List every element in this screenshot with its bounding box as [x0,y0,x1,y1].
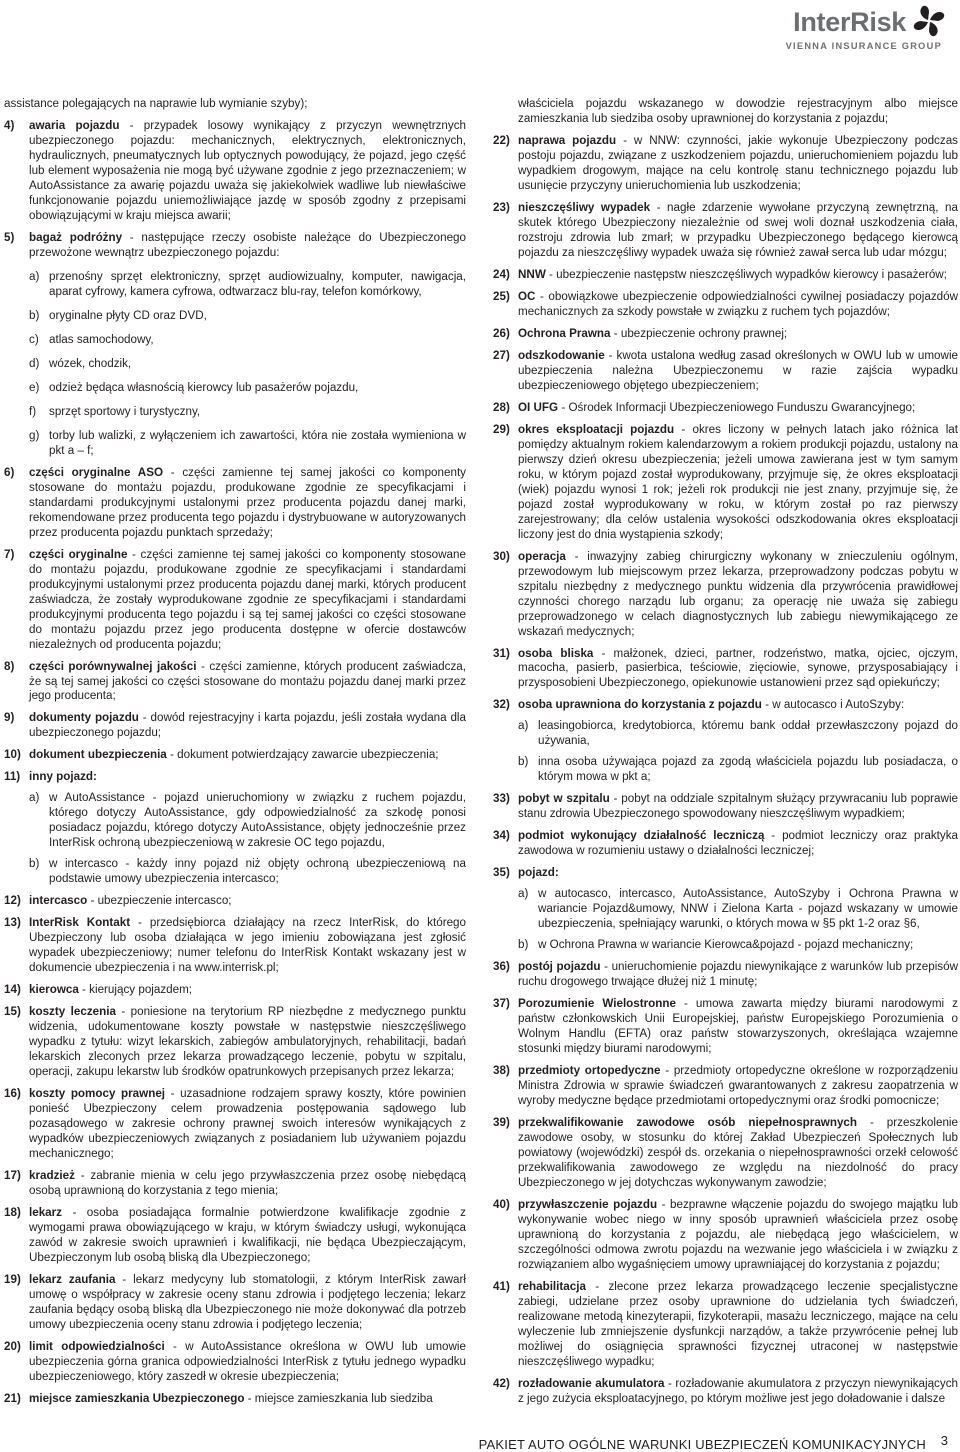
sub-item-text: inna osoba używająca pojazd za zgodą właściciela pojazdu lub posiadacza, o którym mowa w pkt a; [538,755,958,784]
definition-text: - ubezpieczenie intercasco; [87,894,232,908]
definition-term: kierowca [29,983,79,997]
definition-number: 42) [493,1376,510,1390]
definition-text: - rozładowanie akumulatora z przyczyn niewynikających z jego zużycia eksploatacyjnego, po którym możliwe jest jego doładowanie i dalsze [518,1376,958,1405]
sub-item-text: atlas samochodowy, [49,332,154,346]
sub-item-text: w intercasco - każdy inny pojazd niż objęty ochroną ubezpieczeniową na podstawie umowy ubezpieczenia intercasco; [49,857,466,886]
definition-text: - Ośrodek Informacji Ubezpieczeniowego Funduszu Gwarancyjnego; [558,400,916,414]
left-continuation: assistance polegających na naprawie lub wymianie szyby); [4,97,308,110]
definition-item [4,711,466,741]
definition-text: - dokument potwierdzający zawarcie ubezpieczenia; [166,748,439,762]
sub-item [29,309,466,324]
definition-term: naprawa pojazdu [518,133,617,147]
definition-number: 34) [493,829,510,843]
definition-term: koszty leczenia [29,1005,116,1019]
definition-text: - lekarz medycyny lub stomatologii, z którym InterRisk zawarł umowę o współpracy w zakresie oceny stanu zdrowia i podjętego leczenia; lekarz zaufania będący osobą bliską dla Ubezpieczonego nie może dokonywać dla potrzeb umowy ubezpieczenia oceny stanu zdrowia i podjętego leczenia; [29,1272,466,1331]
definition-text: - w NNW: czynności, jakie wykonuje Ubezpieczony podczas postoju pojazdu, związane z uszkodzeniem pojazdu, unieruchomieniem pojazdu lub wypadkiem drogowym, mające na celu kontrolę stanu technicznego pojazdu lub usunięcie przyczyny unieruchomienia lub uszkodzenia; [518,133,958,192]
sub-item [29,405,466,420]
definition-term: koszty pomocy prawnej [29,1087,166,1101]
definition-term: przekwalifikowanie zawodowe osób niepełnosprawnych [518,1116,858,1130]
definition-number: 12) [4,894,21,908]
sub-item-text: wózek, chodzik, [49,356,132,370]
definition-term: lekarz zaufania [29,1272,116,1286]
definition-number: 38) [493,1064,510,1078]
sub-item-text: torby lub walizki, z wyłączeniem ich zawartości, która nie została wymieniona w pkt a – f; [49,428,466,457]
definition-number: 40) [493,1198,510,1212]
right-column [493,97,958,1414]
brand-group: VIENNA INSURANCE GROUP [785,41,942,51]
definition-number: 15) [4,1005,21,1019]
sub-item-text: odzież będąca własnością kierowcy lub pasażerów pojazdu, [49,380,359,394]
definition-number: 16) [4,1087,21,1101]
definition-item [493,1064,958,1109]
sub-item-text: oryginalne płyty CD oraz DVD, [49,308,207,322]
sub-item [29,381,466,396]
sub-item [518,755,958,785]
definition-text: - zabranie mienia w celu jego przywłaszczenia przez osobę niebędącą osobą uprawnioną do korzystania z tego mienia; [29,1169,466,1198]
sub-item [518,887,958,932]
definition-term: okres eksploatacji pojazdu [518,422,675,436]
definition-item [4,748,466,763]
definition-number: 39) [493,1116,510,1130]
definition-text: - ubezpieczenie następstw nieszczęśliwych wypadków kierowcy i pasażerów; [545,267,947,281]
definition-number: 7) [4,547,15,561]
definition-term: kradzież [29,1169,75,1183]
definition-item [4,983,466,998]
definition-text: - w AutoAssistance określona w OWU lub umowie ubezpieczenia górna granica odpowiedzialności InterRisk z tytułu jednego wypadku ubezpieczeniowego, który zaszedł w okresie ubezpieczenia; [29,1339,466,1383]
definition-item [4,548,466,653]
definition-text: - inwazyjny zabieg chirurgiczny wykonany w znieczuleniu ogólnym, przewodowym lub miejscowym przez lekarza, przeprowadzony podczas pobytu w szpitalu niezbędny z medycznego punktu widzenia dla przywrócenia prawidłowej czynności chorego narządu lub organu; za operację nie uważa się zabiegu przeprowadzonego w celach diagnostycznych lub zabiegu niewymikającego ze wskazań medycznych; [518,549,958,638]
definition-item [4,231,466,459]
brand-name: InterRisk [793,7,906,37]
definition-item [4,1087,466,1162]
definition-term: przedmioty ortopedyczne [518,1064,661,1078]
definition-number: 23) [493,200,510,214]
definition-text: - miejsce zamieszkania lub siedziba [244,1391,433,1405]
definition-number: 13) [4,916,21,930]
definition-term: dokumenty pojazdu [29,711,139,725]
right-continuation: właściciela pojazdu wskazanego w dowodzie rejestracyjnym albo miejsce zamieszkania lub siedziba osoby uprawnionej do korzystania z pojazdu; [518,97,958,125]
definition-term: postój pojazdu [518,960,601,974]
sub-list [29,791,466,887]
sub-item-letter: b) [518,938,529,952]
definition-item [493,268,958,283]
definition-term: rehabilitacja [518,1279,586,1293]
definition-item [493,1377,958,1407]
definition-text: - przedsiębiorca działający na rzecz InterRisk, do którego Ubezpieczony lub osoba działająca w jego imieniu zobowiązana jest zgłosić wypadek ubezpieczeniowy; numer telefonu do InterRisk Kontakt wskazany jest w dokumencie ubezpieczenia i na www.interrisk.pl; [29,916,466,975]
definition-text: - części zamienne tej samej jakości co komponenty stosowane do montażu pojazdu, produkowane zgodnie ze specyfikacjami i standardami produkcyjnymi ustalonymi przez producenta pojazdu danej marki, rekomendowane przez producenta tego pojazdu i dystrybuowane w autoryzowanych przez producenta pojazdu punktach sprzedaży; [29,465,467,539]
definition-item [4,894,466,909]
definition-term: OI UFG [518,400,559,414]
definition-number: 9) [4,711,15,725]
definition-number: 32) [493,698,510,712]
sub-item-letter: b) [518,755,529,769]
footer-title: PAKIET AUTO OGÓLNE WARUNKI UBEZPIECZEŃ KOMUNIKACYJNYCH [478,1437,926,1452]
sub-item-letter: b) [29,857,40,871]
definition-item [493,647,958,692]
sub-item [29,429,466,459]
definition-number: 11) [4,770,21,784]
definition-term: podmiot wykonujący działalność leczniczą [518,829,765,843]
sub-item [29,270,466,300]
definition-text: - kierujący pojazdem; [78,983,193,997]
definition-item [4,916,466,976]
definition-item [493,201,958,261]
definition-term: NNW [518,267,546,281]
definition-term: dokument ubezpieczenia [29,748,167,762]
sub-item-letter: a) [518,719,529,733]
definition-number: 31) [493,646,510,660]
definition-term: OC [518,289,536,303]
definition-item [493,550,958,640]
definition-item [493,290,958,320]
definition-text: - umowa zawarta między biurami narodowymi z państw członkowskich Unii Europejskiej, państw Europejskiego Porozumienia o Wolnym Handlu (EFTA) oraz państw stowarzyszonych, określająca wzajemne stosunki między biurami narodowymi; [518,997,958,1056]
definition-item [4,119,466,224]
definition-item [493,1198,958,1273]
definition-text: - unieruchomienie pojazdu niewynikające z warunków lub przepisów ruchu drogowego trwające dłużej niż 1 minutę; [518,960,958,989]
sub-item [518,938,958,953]
definition-number: 19) [4,1272,21,1286]
sub-item-text: w Ochrona Prawna w wariancie Kierowca&pojazd - pojazd mechaniczny; [538,938,914,952]
page-number: 3 [940,1433,948,1448]
definition-item [493,401,958,416]
definition-text: - małżonek, dzieci, partner, rodzeństwo, matka, ojciec, ojczym, macocha, pasierb, pasierbica, teściowie, zięciowie, synowe, przysposabiający i przysposobieni Ubezpieczonego, opiekunowie ustanowieni przez sąd opiekuńczy; [518,646,959,690]
definition-term: części porównywalnej jakości [29,659,197,673]
definition-number: 8) [4,659,15,673]
sub-item-text: w AutoAssistance - pojazd unieruchomiony w związku z ruchem pojazdu, którego dotyczy AutoAssistance, gdy odpowiedzialność za szkodę ponosi posiadacz pojazdu, którego dotyczy AutoAssistance, objęty jednocześnie przez InterRisk ochroną ubezpieczeniową w zakresie OC tego pojazdu, [49,791,466,850]
sub-item-letter: f) [29,404,37,418]
definition-item [4,1206,466,1266]
definition-number: 22) [493,133,510,147]
definition-term: InterRisk Kontakt [29,916,131,930]
definition-term: lekarz [29,1206,63,1220]
definition-item [493,829,958,859]
definition-item [4,466,466,541]
definition-item [493,423,958,543]
leaf-clover-icon [912,4,946,38]
sub-item-letter: e) [29,380,40,394]
definition-item [4,1273,466,1333]
definition-text: - uzasadnione rodzajem sprawy koszty, które powinien ponieść Ubezpieczony celem prowadzenia postępowania sądowego lub pozasądowego w zakresie ochrony prawnej swoich interesów wynikających z wypadków ubezpieczeniowych związanych z posiadaniem lub używaniem pojazdu mechanicznego; [29,1087,466,1161]
definition-term: pojazd: [518,866,559,880]
sub-item-letter: a) [29,269,40,283]
left-column [4,97,466,1414]
definition-item [4,770,466,887]
sub-item-text: sprzęt sportowy i turystyczny, [49,404,201,418]
definition-number: 28) [493,400,510,414]
definition-term: bagaż podróżny [29,230,123,244]
definition-number: 41) [493,1279,510,1293]
definition-item [493,1116,958,1191]
sub-item-letter: g) [29,428,40,442]
definition-number: 27) [493,348,510,362]
sub-item-letter: a) [29,791,40,805]
definition-term: intercasco [29,894,88,908]
definition-item [4,1340,466,1385]
definition-text: - przypadek losowy wynikający z przyczyn wewnętrznych ubezpieczonego pojazdu: mechanicznych, elektrycznych, elektronicznych, hydraulicznych, pneumatycznych lub optycznych powodujący, że pojazd, jego część lub element wyposażenia nie mogą być używane zgodnie z jego przeznaczeniem; w AutoAssistance za awarię pojazdu uważa się jakiekolwiek wadliwe lub niewłaściwe funkcjonowanie pojazdu uniemożliwiające jazdę w sposób zgodny z przepisami obowiązującymi w kraju miejsca awarii; [29,118,466,222]
definition-number: 14) [4,983,21,997]
definition-term: części oryginalne [29,547,128,561]
definition-number: 33) [493,792,510,806]
definition-item [4,1169,466,1199]
definition-term: osoba uprawniona do korzystania z pojazdu [518,698,762,712]
definition-item [493,134,958,194]
sub-item-text: przenośny sprzęt elektroniczny, sprzęt audiowizualny, komputer, nawigacja, aparat cyfrowy, kamera cyfrowa, odtwarzacz blu-ray, telefon komórkowy, [49,269,466,298]
definition-term: nieszczęśliwy wypadek [518,200,651,214]
definition-text: - osoba posiadająca formalnie potwierdzone kwalifikacje zgodnie z wymogami prawa obowiązującego w kraju, w którym świadczy usługi, wykonująca zawód w zakresie swoich uprawnień i kwalifikacji, nie będąca Ubezpieczającym, Ubezpieczonym lub osobą bliską dla Ubezpieczonego; [29,1206,466,1264]
sub-item [29,333,466,348]
definition-text: - przedmioty ortopedyczne określone w rozporządzeniu Ministra Zdrowia w sprawie świadczeń gwarantowanych z zakresu zaopatrzenia w wyroby medyczne będące przedmiotami ortopedycznymi oraz środki pomocnicze; [518,1064,958,1108]
definition-item [493,960,958,990]
definition-text: - bezprawne włączenie pojazdu do swojego majątku lub wykonywanie wobec niego w inny sposób uprawnień właściciela przez osobę uprawnioną do korzystania z pojazdu, ale niebędącą jego właścicielem, w szczególności odmowa zwrotu pojazdu na wezwanie jego właściciela i w związku z rozwiązaniem albo wygaśnięciem umowy uprawniającej do korzystania z pojazdu; [518,1198,958,1271]
definition-number: 35) [493,866,510,880]
definition-text: - ubezpieczenie ochrony prawnej; [610,326,788,340]
sub-item-text: leasingobiorca, kredytobiorca, któremu bank oddał przewłaszczony pojazd do używania, [538,719,958,748]
definition-term: inny pojazd: [29,770,97,784]
definition-item [493,349,958,394]
definition-term: operacja [518,549,566,563]
definition-item [493,866,958,953]
definition-term: rozładowanie akumulatora [518,1376,665,1390]
definition-term: miejsce zamieszkania Ubezpieczonego [29,1391,245,1405]
definition-number: 17) [4,1169,21,1183]
sub-item [518,719,958,749]
definition-number: 29) [493,422,510,436]
definition-text: - poniesione na terytorium RP niezbędne z medycznego punktu widzenia, udokumentowane koszty powstałe w następstwie nieszczęśliwego wypadku z tytułu: wizyt lekarskich, zabiegów ambulatoryjnych, rehabilitacji, badań lekarskich zleconych przez lekarza prowadzącego leczenie, pobytu w szpitalu, operacji, zakupu lekarstw lub środków opatrunkowych przepisanych przez lekarza; [29,1005,466,1079]
definition-term: osoba bliska [518,646,594,660]
definition-item [4,1392,466,1407]
definition-number: 18) [4,1206,21,1220]
definition-text: - przeszkolenie zawodowe osoby, w stosunku do której Zakład Ubezpieczeń Społecznych lub powiatowy (wojewódzki) zespół ds. orzekania o niepełnosprawności orzekł celowość przekwalifikowania zawodowego ze względu na niezdolność do pracy Ubezpieczonego w jej dotychczas wykonywanym zawodzie; [518,1116,958,1190]
definition-text: - okres liczony w pełnych latach jako różnica lat pomiędzy aktualnym rokiem kalendarzowym a rokiem produkcji pojazdu, ustalony na pierwszy dzień okresu ubezpieczenia; jeżeli umowa zawierana jest w tym samym roku, w którym pojazd został wyprodukowany, przyjmuje się, że okres eksploatacji (wiek) pojazdu wynosi 1 rok; jeżeli rok produkcji nie jest znany, przyjmuje się, że pojazd został wyprodukowany w roku, w którym został po raz pierwszy zarejestrowany; dla celów ustalenia wysokości odszkodowania okres eksploatacji liczony jest do dnia wystąpienia szkody; [518,422,958,541]
definition-number: 26) [493,326,510,340]
definition-number: 4) [4,118,15,132]
definition-text: - podmiot leczniczy oraz praktyka zawodowa w rozumieniu ustawy o działalności leczniczej; [518,829,958,858]
definition-term: odszkodowanie [518,348,605,362]
definition-term: części oryginalne ASO [29,465,164,479]
sub-list [518,719,958,785]
definition-text: - nagłe zdarzenie wywołane przyczyną zewnętrzną, na skutek którego Ubezpieczony niezależnie od swej woli doznał uszkodzenia ciała, rozstroju zdrowia lub zmarł; w przypadku Ubezpieczonego będącego kierowcą pojazdu za nieszczęśliwy wypadek uważa się również zawał serca lub udar mózgu; [518,200,958,259]
sub-item-letter: a) [518,887,529,901]
sub-item-letter: c) [29,332,39,346]
definition-number: 5) [4,230,15,244]
definition-item [493,1280,958,1370]
interrisk-logo [746,4,946,54]
definition-number: 36) [493,960,510,974]
definition-item [493,792,958,822]
definition-text: - kwota ustalona według zasad określonych w OWU lub w umowie ubezpieczenia należna Ubezpieczonemu w razie zajścia wypadku ubezpieczeniowego objętego ubezpieczeniem; [518,348,958,392]
definition-text: - dowód rejestracyjny i karta pojazdu, jeśli została wydana dla ubezpieczonego pojazdu; [29,711,466,740]
sub-list [518,887,958,953]
definition-term: awaria pojazdu [29,118,120,132]
definition-number: 10) [4,748,21,762]
definition-term: pobyt w szpitalu [518,792,610,806]
definition-item [493,698,958,785]
definition-term: Ochrona Prawna [518,326,611,340]
definition-item [4,1005,466,1080]
sub-item-text: w autocasco, intercasco, AutoAssistance, AutoSzyby i Ochrona Prawna w wariancie Pojazd&umowy, NNW i Zielona Karta - pojazd wskazany w umowie ubezpieczenia, spełniający warunki, o których mowa w §5 pkt 1-2 oraz §6, [538,887,958,931]
definition-item [493,997,958,1057]
sub-list [29,270,466,459]
definition-item [4,660,466,705]
sub-item-letter: b) [29,308,40,322]
definition-text: - w autocasco i AutoSzyby: [761,698,905,712]
definition-number: 30) [493,549,510,563]
definition-text: - obowiązkowe ubezpieczenie odpowiedzialności cywilnej posiadaczy pojazdów mechanicznych za szkody powstałe w związku z ruchem tych pojazdów; [518,289,958,318]
definition-term: przywłaszczenie pojazdu [518,1198,658,1212]
definition-term: limit odpowiedzialności [29,1339,165,1353]
definition-number: 21) [4,1391,21,1405]
definition-number: 24) [493,267,510,281]
sub-item [29,791,466,851]
definition-number: 25) [493,289,510,303]
sub-item-letter: d) [29,356,40,370]
definition-number: 20) [4,1339,21,1353]
definition-text: - pobyt na oddziale szpitalnym służący przywracaniu lub poprawie stanu zdrowia Ubezpieczonego spowodowany nieszczęśliwym wypadkiem; [518,792,958,821]
sub-item [29,857,466,887]
definition-item [493,327,958,342]
definition-text: - części zamienne, których producent zaświadcza, że są tej samej jakości co części stosowane do montażu pojazdu danej marki przez jego producenta; [29,659,467,703]
definition-text: - zlecone przez lekarza prowadzącego leczenie specjalistyczne zabiegi, udzielane przez osoby uprawnione do udzielania tych świadczeń, realizowane metodą kinezyterapii, fizykoterapii, masażu leczniczego, mające na celu wyleczenie lub zmniejszenie dysfunkcji narządów, a także przywrócenie pełnej lub możliwej do osiągnięcia sprawności fizycznej utraconej w następstwie nieszczęśliwego wypadku; [518,1279,958,1368]
sub-item [29,357,466,372]
definition-text: - części zamienne tej samej jakości co komponenty stosowane do montażu pojazdu, produkowane zgodnie ze specyfikacjami i standardami produkcyjnymi ustalonymi przez producenta pojazdu danej marki, których producent zaświadcza, że zostały wyprodukowane zgodnie ze specyfikacjami i standardami produkcyjnymi producenta tego pojazdu i są tej samej jakości co części stosowane do montażu pojazdu przez jego producenta dostępne w ofercie dostawców niezależnych od producenta pojazdu; [29,547,466,651]
definition-number: 6) [4,465,15,479]
definition-text: - następujące rzeczy osobiste należące do Ubezpieczonego przewożone wewnątrz ubezpieczonego pojazdu: [29,230,467,259]
definition-number: 37) [493,997,510,1011]
definition-term: Porozumienie Wielostronne [518,997,676,1011]
